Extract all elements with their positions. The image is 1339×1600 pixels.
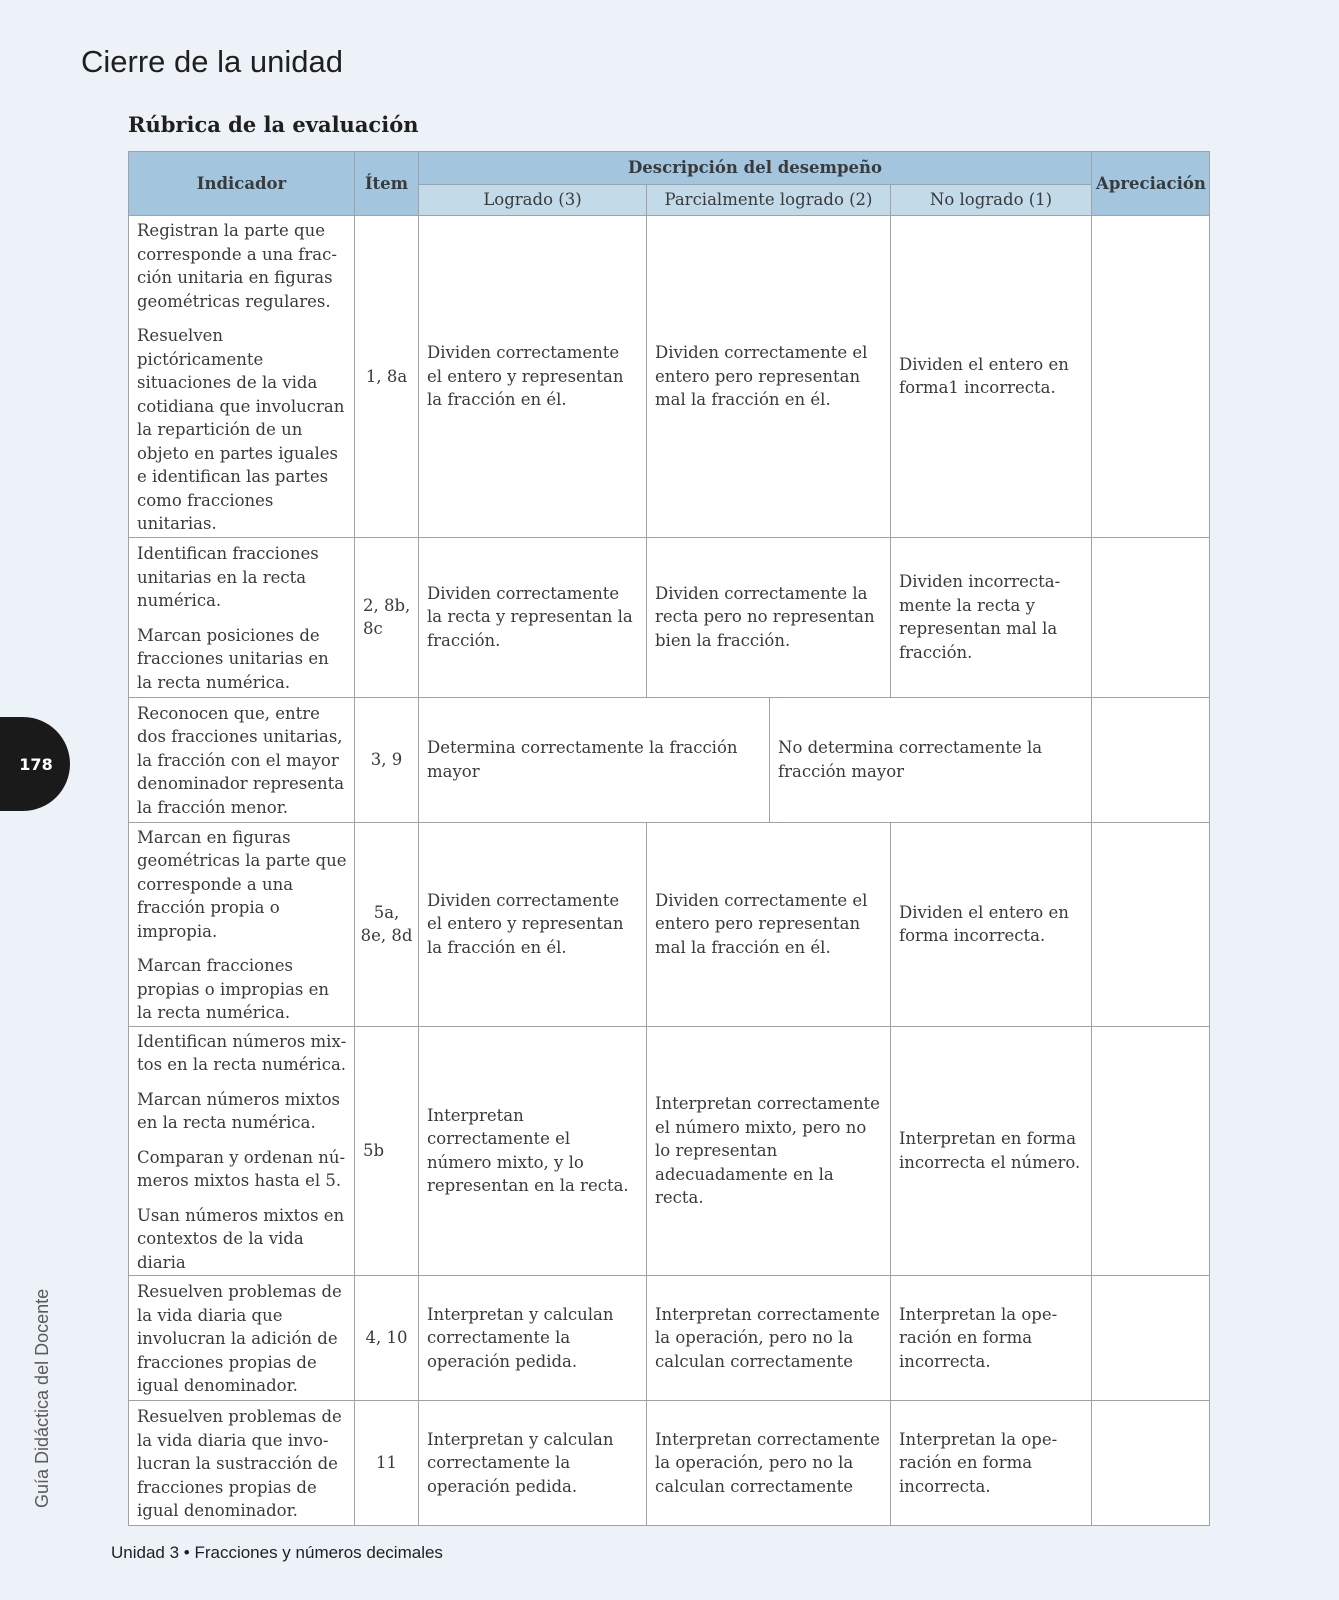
achieved-cell: Dividen correctamente el entero y representan la fracción en él. xyxy=(419,216,647,538)
achieved-cell: Interpretan y calculan correctamente la operación pedida. xyxy=(419,1401,647,1526)
indicator-text: Marcan fracciones propias o impropias en la recta numérica. xyxy=(137,956,330,1022)
table-row xyxy=(129,697,1210,822)
indicator-text: Usan números mixtos en contextos de la vida diaria xyxy=(137,1205,345,1272)
header-description: Descripción del desempeño xyxy=(419,152,1092,185)
achieved-cell: Dividen correctamente el entero y representan la fracción en él. xyxy=(419,822,647,1026)
page-number-tab: 178 xyxy=(0,717,70,811)
achieved-cell: Dividen correctamente la recta y representan la fracción. xyxy=(419,537,647,697)
appreciation-cell[interactable] xyxy=(1092,822,1210,1026)
indicator-text: Comparan y ordenan números mixtos hasta el 5. xyxy=(137,1147,346,1190)
table-row xyxy=(129,1276,1210,1401)
item-cell: 3, 9 xyxy=(355,697,419,822)
item-cell: 2, 8b, 8c xyxy=(355,537,419,697)
partial-cell: Dividen correctamente la recta pero no representan bien la fracción. xyxy=(647,537,891,697)
partial-cell: Interpretan correctamente el número mixto, pero no lo representan adecuadamente en la recta. xyxy=(647,1026,891,1276)
indicator-text: Reconocen que, entre dos fracciones unitarias, la fracción con el mayor denominador representa la fracción menor. xyxy=(137,703,345,817)
page-title: Cierre de la unidad xyxy=(81,44,343,79)
table-row xyxy=(129,1026,1210,1276)
header-achieved: Logrado (3) xyxy=(419,185,647,216)
item-cell: 4, 10 xyxy=(355,1276,419,1401)
item-cell: 11 xyxy=(355,1401,419,1526)
indicator-text: Identifican fracciones unitarias en la recta numérica. xyxy=(137,544,319,610)
achieved-cell: Interpretan y calculan correctamente la operación pedida. xyxy=(419,1276,647,1401)
partial-cell: Interpretan correctamente la operación, pero no la calculan correctamente xyxy=(647,1401,891,1526)
section-title: Rúbrica de la evaluación xyxy=(128,112,419,137)
not-achieved-cell: Dividen incorrectamente la recta y representan mal la fracción. xyxy=(891,537,1092,697)
table-row xyxy=(129,822,1210,1026)
indicator-text: Marcan números mixtos en la recta numérica. xyxy=(137,1089,341,1132)
indicator-cell xyxy=(129,1401,355,1526)
not-achieved-cell: Dividen el entero en forma incorrecta. xyxy=(891,822,1092,1026)
achieved-cell: Determina correctamente la fracción mayor xyxy=(419,697,770,822)
indicator-cell xyxy=(129,1276,355,1401)
appreciation-cell[interactable] xyxy=(1092,216,1210,538)
partial-cell: Interpretan correctamente la operación, pero no la calculan correctamente xyxy=(647,1276,891,1401)
not-achieved-cell: Dividen el entero en forma1 incorrecta. xyxy=(891,216,1092,538)
header-item: Ítem xyxy=(355,152,419,216)
indicator-cell xyxy=(129,1026,355,1276)
indicator-cell xyxy=(129,537,355,697)
header-indicator: Indicador xyxy=(129,152,355,216)
achieved-cell: Interpretan correctamente el número mixto, y lo representan en la recta. xyxy=(419,1026,647,1276)
not-achieved-cell: Interpretan en forma incorrecta el número. xyxy=(891,1026,1092,1276)
table-row xyxy=(129,1401,1210,1526)
appreciation-cell[interactable] xyxy=(1092,697,1210,822)
table-row xyxy=(129,216,1210,538)
indicator-cell xyxy=(129,697,355,822)
indicator-text: Marcan posiciones de fracciones unitarias en la recta numérica. xyxy=(137,625,329,692)
header-appreciation: Apreciación xyxy=(1092,152,1210,216)
header-partial: Parcialmente logrado (2) xyxy=(647,185,891,216)
partial-cell: Dividen correctamente el entero pero representan mal la fracción en él. xyxy=(647,822,891,1026)
header-not-achieved: No logrado (1) xyxy=(891,185,1092,216)
rubric-table xyxy=(128,151,1210,1526)
table-row xyxy=(129,537,1210,697)
not-achieved-cell: Interpretan la operación en forma incorrecta. xyxy=(891,1276,1092,1401)
item-cell: 5b xyxy=(355,1026,419,1276)
indicator-text: Identifican números mixtos en la recta numérica. xyxy=(137,1031,347,1074)
appreciation-cell[interactable] xyxy=(1092,1401,1210,1526)
indicator-cell xyxy=(129,216,355,538)
indicator-text: Resuelven problemas de la vida diaria que involucran la sustracción de fracciones propias de igual denominador. xyxy=(137,1407,342,1521)
not-achieved-cell: Interpretan la operación en forma incorrecta. xyxy=(891,1401,1092,1526)
indicator-text: Registran la parte que corresponde a una fracción unitaria en figuras geométricas regulares. xyxy=(137,221,337,311)
item-cell: 1, 8a xyxy=(355,216,419,538)
appreciation-cell[interactable] xyxy=(1092,1276,1210,1401)
indicator-text: Marcan en figuras geométricas la parte que corresponde a una fracción propia o impropia. xyxy=(137,827,347,941)
appreciation-cell[interactable] xyxy=(1092,537,1210,697)
indicator-text: Resuelven pictóricamente situaciones de la vida cotidiana que involucran la repartición de un objeto en partes iguales e identifican las partes como fracciones unitarias. xyxy=(137,326,345,533)
partial-cell: Dividen correctamente el entero pero representan mal la fracción en él. xyxy=(647,216,891,538)
indicator-cell xyxy=(129,822,355,1026)
not-achieved-cell: No determina correctamente la fracción mayor xyxy=(770,697,1092,822)
side-guide-label: Guía Didáctica del Docente xyxy=(32,1288,52,1508)
footer-unit-label: Unidad 3 • Fracciones y números decimales xyxy=(111,1543,443,1562)
item-cell: 5a, 8e, 8d xyxy=(355,822,419,1026)
appreciation-cell[interactable] xyxy=(1092,1026,1210,1276)
indicator-text: Resuelven problemas de la vida diaria que involucran la adición de fracciones propias de igual denominador. xyxy=(137,1282,342,1396)
